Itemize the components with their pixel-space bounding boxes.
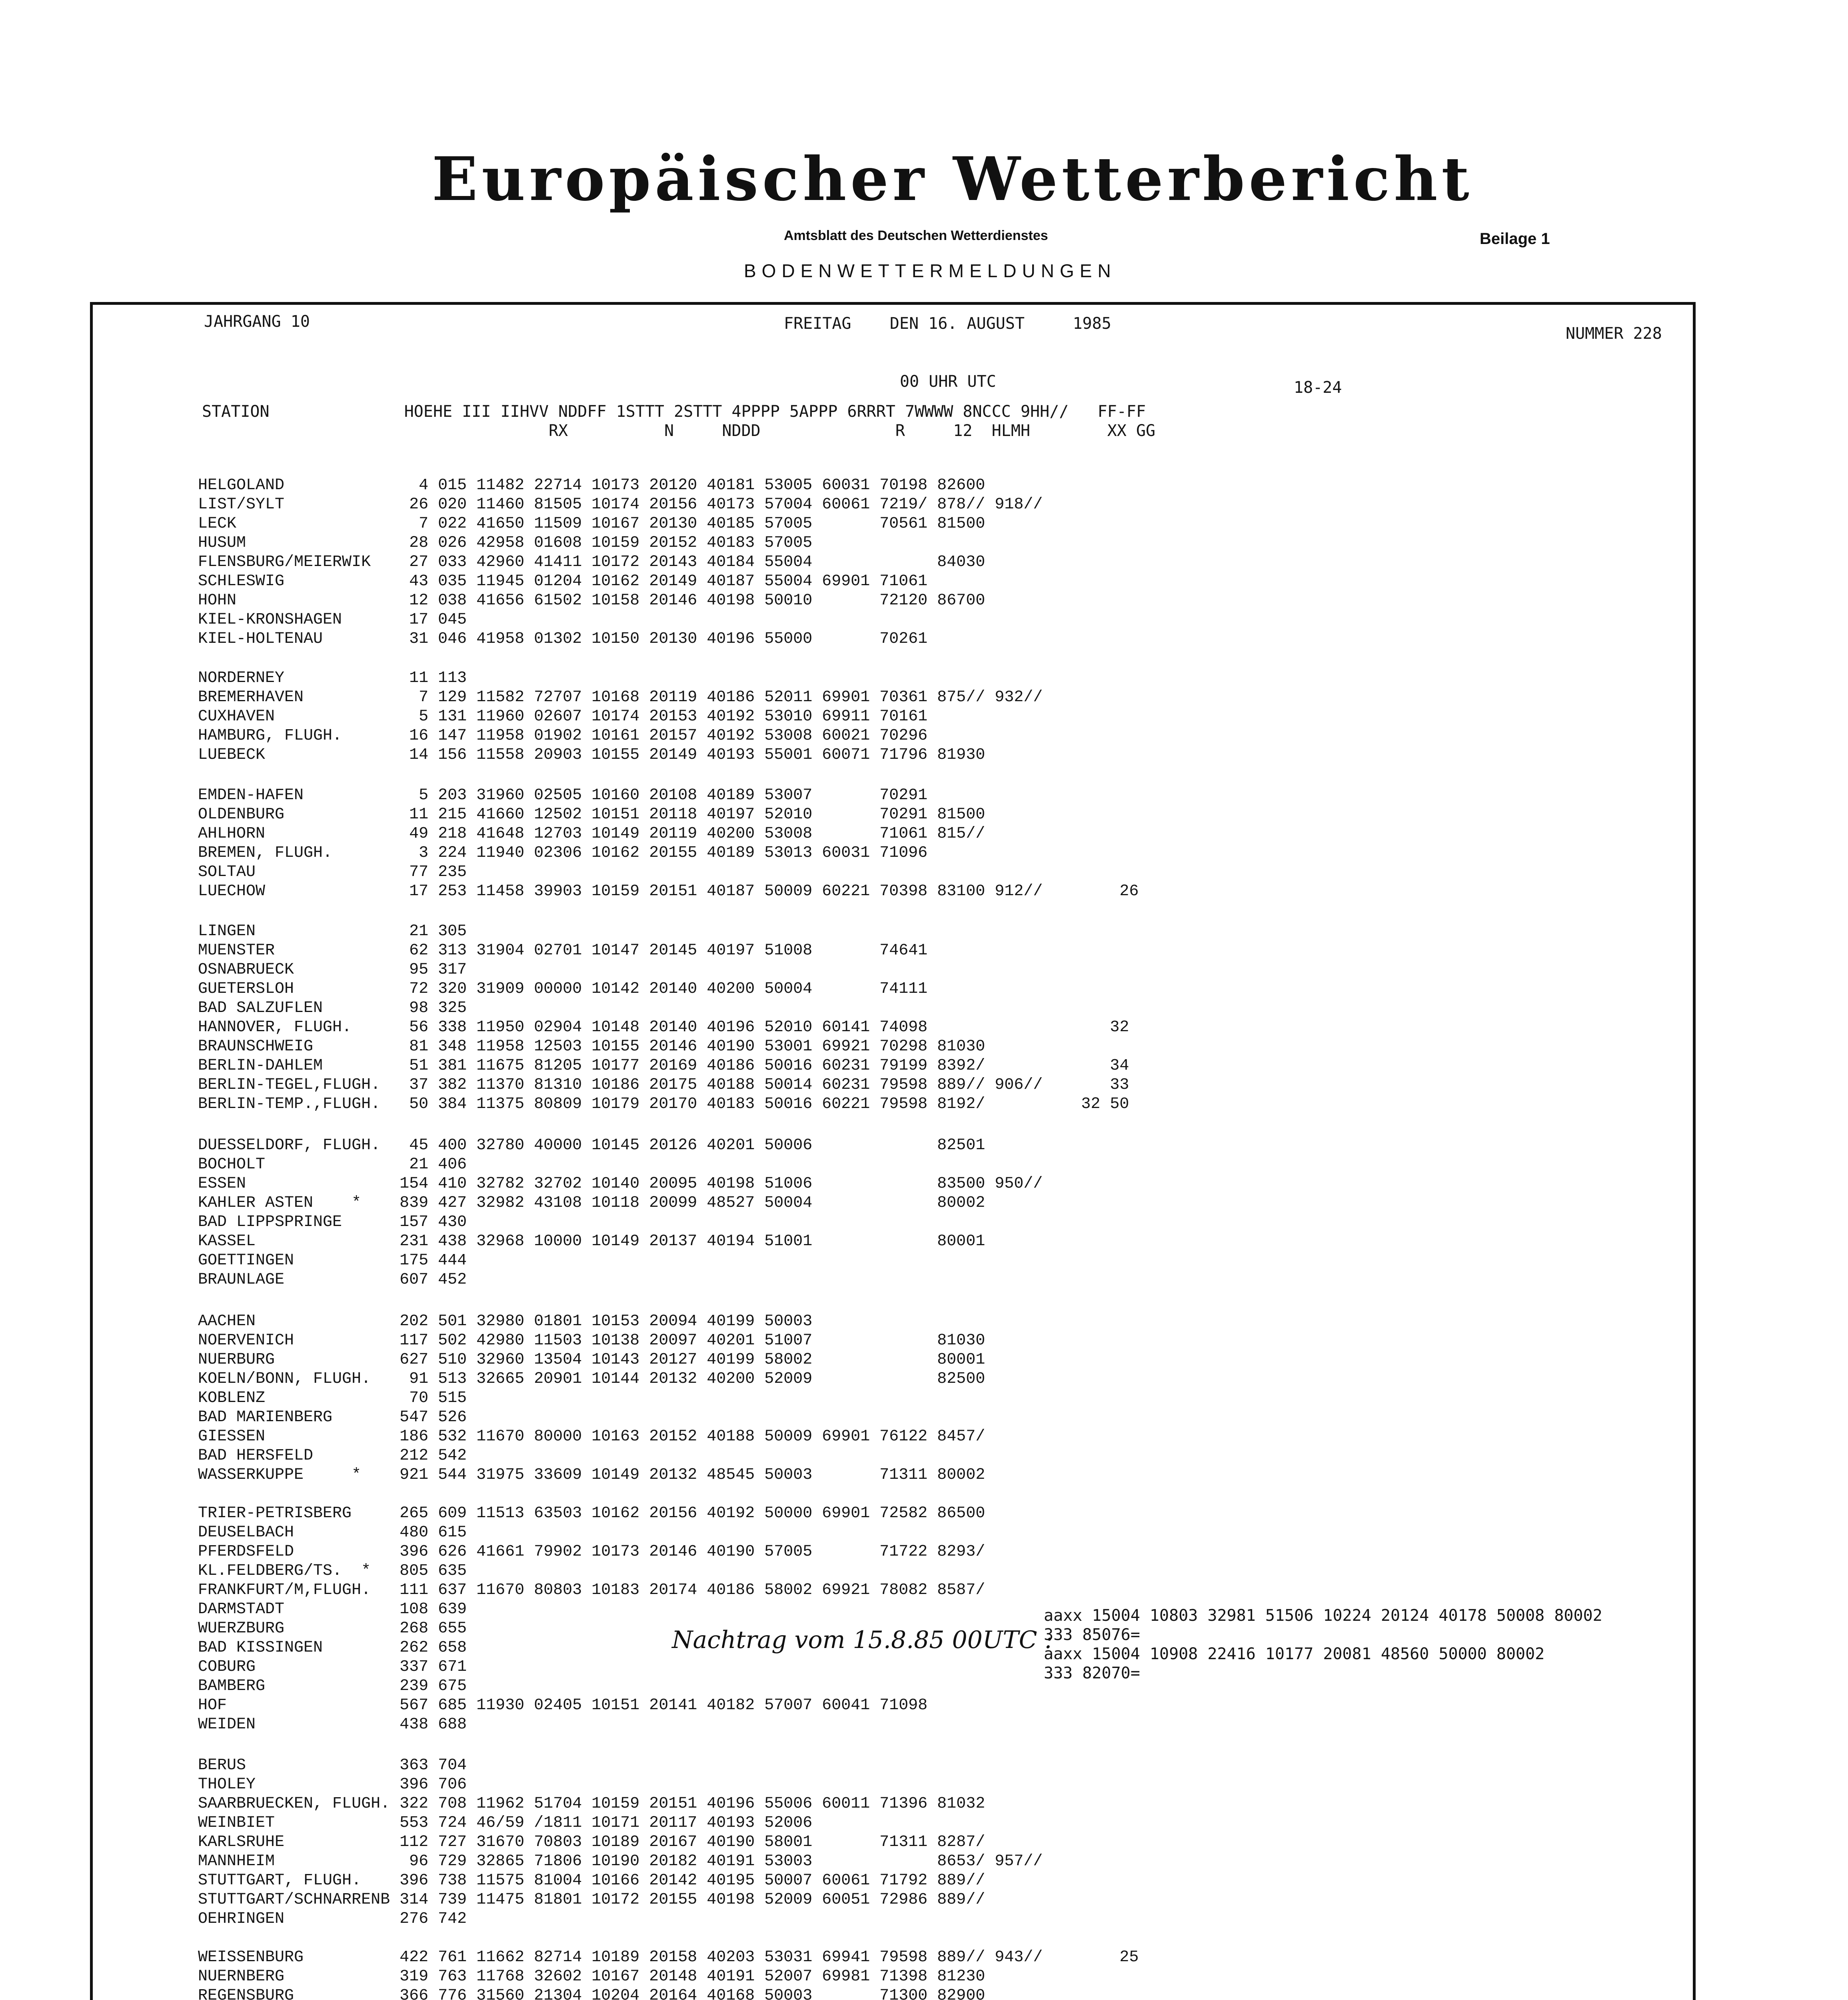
beilage-label: Beilage 1	[1480, 230, 1550, 248]
station-rows-6: AACHEN 202 501 32980 01801 10153 20094 40199 50003 NOERVENICH 117 502 42980 11503 10138 20097 40201 51007 81030 NUERBURG 627 510 32960 13504 10143 20127 40199 58002 80001 KOELN/BONN, FLUGH. 91 513 32665 20901 10144 20132 40200 52009 82500 KOBLENZ 70 515 BAD MARIENBERG 547 526 GIESSEN 186 532 11670 80000 10163 20152 40188 50009 69901 76122 8457/ BAD HERSFELD 212 542 WASSERKUPPE * 921 544 31975 33609 10149 20132 48545 50003 71311 80002	[198, 1312, 985, 1484]
station-block-8	[198, 1740, 1043, 1928]
station-rows-4: LINGEN 21 305 MUENSTER 62 313 31904 02701 10147 20145 40197 51008 74641 OSNABRUECK 95 317 GUETERSLOH 72 320 31909 00000 10142 20140 40200 50004 74111 BAD SALZUFLEN 98 325 HANNOVER, FLUGH. 56 338 11950 02904 10148 20140 40196 52010 60141 74098 32 BRAUNSCHWEIG 81 348 11958 12503 10155 20146 40190 53001 69921 70298 81030 BERLIN-DAHLEM 51 381 11675 81205 10177 20169 40186 50016 60231 79199 8392/ 34 BERLIN-TEGEL,FLUGH. 37 382 11370 81310 10186 20175 40188 50014 60231 79598 889// 906// 33 BERLIN-TEMP.,FLUGH. 50 384 11375 80809 10179 20170 40183 50016 60221 79598 8192/ 32 50	[198, 922, 1129, 1113]
station-rows-3: EMDEN-HAFEN 5 203 31960 02505 10160 20108 40189 53007 70291 OLDENBURG 11 215 41660 12502 10151 20118 40197 52010 70291 81500 AHLHORN 49 218 41648 12703 10149 20119 40200 53008 71061 815// BREMEN, FLUGH. 3 224 11940 02306 10162 20155 40189 53013 60031 71096 SOLTAU 77 235 LUECHOW 17 253 11458 39903 10159 20151 40187 50009 60221 70398 83100 912// 26	[198, 786, 1139, 900]
column-header-1: STATION HOEHE III IIHVV NDDFF 1STTT 2STTT 4PPPP 5APPP 6RRRT 7WWWW 8NCCC 9HH// FF-FF	[202, 402, 1146, 421]
time-range: 18-24	[1294, 378, 1342, 397]
station-rows-1: HELGOLAND 4 015 11482 22714 10173 20120 40181 53005 60031 70198 82600 LIST/SYLT 26 020 11460 81505 10174 20156 40173 57004 60061 7219/ 878// 918// LECK 7 022 41650 11509 10167 20130 40185 57005 70561 81500 HUSUM 28 026 42958 01608 10159 20152 40183 57005 FLENSBURG/MEIERWIK 27 033 42960 41411 10172 20143 40184 55004 84030 SCHLESWIG 43 035 11945 01204 10162 20149 40187 55004 69901 71061 HOHN 12 038 41656 61502 10158 20146 40198 50010 72120 86700 KIEL-KRONSHAGEN 17 045 KIEL-HOLTENAU 31 046 41958 01302 10150 20130 40196 55000 70261	[198, 476, 1043, 648]
station-rows-2: NORDERNEY 11 113 BREMERHAVEN 7 129 11582 72707 10168 20119 40186 52011 69901 70361 875// 932// CUXHAVEN 5 131 11960 02607 10174 20153 40192 53010 69911 70161 HAMBURG, FLUGH. 16 147 11958 01902 10161 20157 40192 53008 60021 70296 LUEBECK 14 156 11558 20903 10155 20149 40193 55001 60071 71796 81930	[198, 669, 1043, 764]
station-block-2	[198, 653, 1043, 764]
report-subtitle: Amtsblatt des Deutschen Wetterdienstes	[784, 228, 1048, 243]
station-block-4	[198, 906, 1129, 1113]
station-block-9	[198, 1932, 1139, 2000]
date-label: FREITAG DEN 16. AUGUST 1985	[784, 314, 1111, 333]
section-title: BODENWETTERMELDUNGEN	[744, 260, 1117, 281]
column-header-2: RX N NDDD R 12 HLMH XX GG	[202, 422, 1156, 440]
nachtrag-report: aaxx 15004 10803 32981 51506 10224 20124 40178 50008 80002 333 85076= aaxx 15004 10908 22416 10177 20081 48560 50000 80002 333 82070=	[1044, 1606, 1602, 1682]
issue-number: NUMMER 228	[1566, 324, 1662, 343]
station-block-1	[198, 460, 1043, 648]
station-block-6	[198, 1296, 985, 1484]
nachtrag-note: Nachtrag vom 15.8.85 00UTC :	[672, 1626, 1053, 1654]
station-rows-8: BERUS 363 704 THOLEY 396 706 SAARBRUECKEN, FLUGH. 322 708 11962 51704 10159 20151 40196 55006 60011 71396 81032 WEINBIET 553 724 46/59 /1811 10171 20117 40193 52006 KARLSRUHE 112 727 31670 70803 10189 20167 40190 58001 71311 8287/ MANNHEIM 96 729 32865 71806 10190 20182 40191 53003 8653/ 957// STUTTGART, FLUGH. 396 738 11575 81004 10166 20142 40195 50007 60061 71792 889// STUTTGART/SCHNARRENB 314 739 11475 81801 10172 20155 40198 52009 60051 72986 889// OEHRINGEN 276 742	[198, 1756, 1043, 1928]
station-block-3	[198, 770, 1139, 900]
station-rows-7: TRIER-PETRISBERG 265 609 11513 63503 10162 20156 40192 50000 69901 72582 86500 DEUSELBACH 480 615 PFERDSFELD 396 626 41661 79902 10173 20146 40190 57005 71722 8293/ KL.FELDBERG/TS. * 805 635 FRANKFURT/M,FLUGH. 111 637 11670 80803 10183 20174 40186 58002 69921 78082 8587/ DARMSTADT 108 639 WUERZBURG 268 655 BAD KISSINGEN 262 658 COBURG 337 671 BAMBERG 239 675 HOF 567 685 11930 02405 10151 20141 40182 57007 60041 71098 WEIDEN 438 688	[198, 1504, 985, 1734]
station-block-5	[198, 1120, 1043, 1289]
station-rows-9: WEISSENBURG 422 761 11662 82714 10189 20158 40203 53031 69941 79598 889// 943// 25 NUERNBERG 319 763 11768 32602 10167 20148 40191 52007 69981 71398 81230 REGENSBURG 366 776 31560 21304 10204 20164 40168 50003 71300 82900	[198, 1948, 1139, 2000]
jahrgang-label: JAHRGANG 10	[204, 312, 310, 331]
report-title: Europäischer Wetterbericht	[432, 144, 1473, 214]
station-rows-5: DUESSELDORF, FLUGH. 45 400 32780 40000 10145 20126 40201 50006 82501 BOCHOLT 21 406 ESSEN 154 410 32782 32702 10140 20095 40198 51006 83500 950// KAHLER ASTEN * 839 427 32982 43108 10118 20099 48527 50004 80002 BAD LIPPSPRINGE 157 430 KASSEL 231 438 32968 10000 10149 20137 40194 51001 80001 GOETTINGEN 175 444 BRAUNLAGE 607 452	[198, 1136, 1043, 1289]
observation-time: 00 UHR UTC	[900, 372, 996, 391]
